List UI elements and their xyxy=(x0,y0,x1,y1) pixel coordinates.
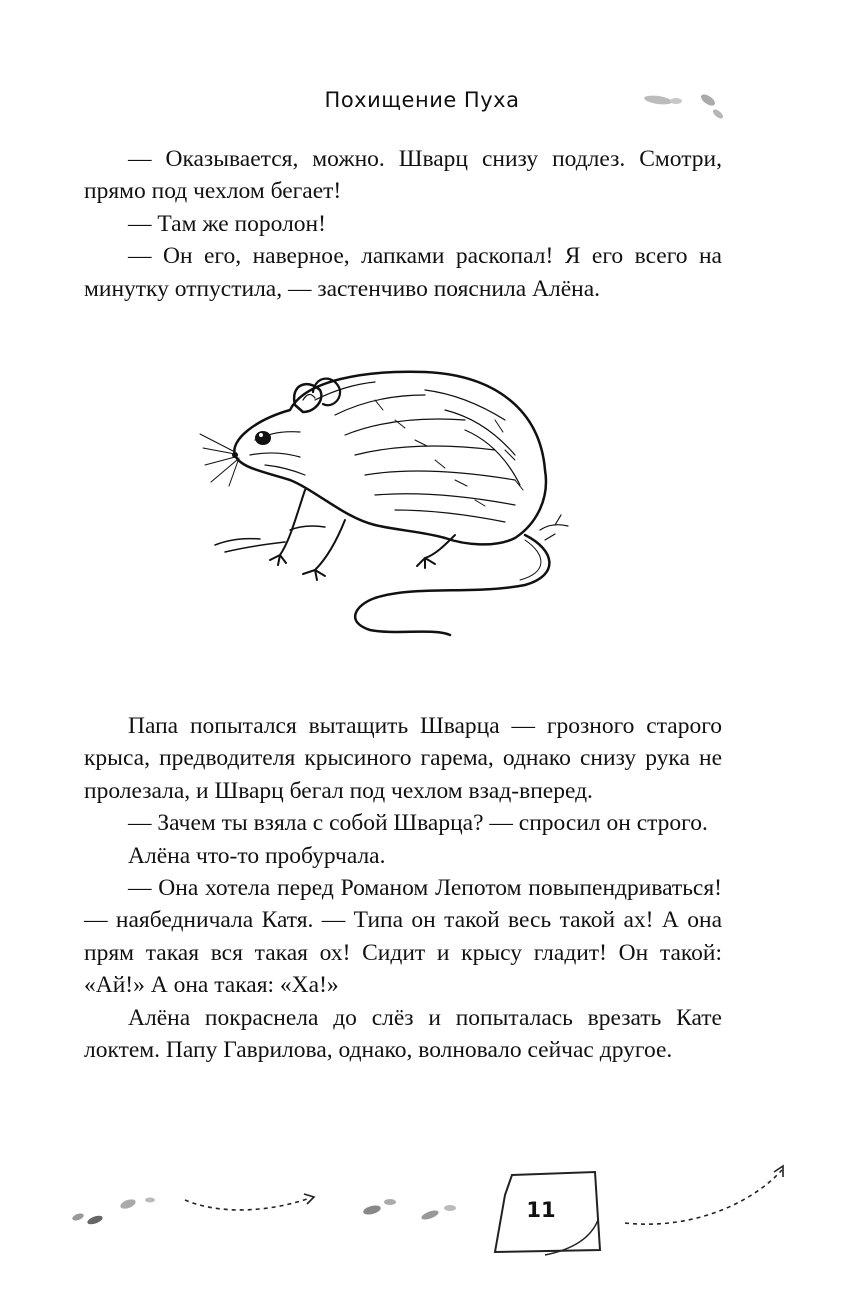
paragraph: Алёна что-то пробурчала. xyxy=(128,842,386,869)
paragraph: — Там же поролон! xyxy=(128,210,326,237)
text-block-top xyxy=(84,143,722,305)
footprints-icon xyxy=(71,1198,456,1227)
rat-illustration xyxy=(195,360,625,645)
running-header: Похищение Пуха xyxy=(324,88,520,112)
paragraph: — Она хотела перед Романом Лепотом повыпендриваться! — наябедничала Катя. — Типа он такой весь такой ах! А она прям такая вся такая ох! Сидит и крысу гладит! Он такой: «Ай!» А она такая: «Ха!» xyxy=(84,875,722,999)
paragraph: Алёна покраснела до слёз и попыталась врезать Кате локтем. Папу Гаврилова, однако, волновало сейчас другое. xyxy=(84,1004,722,1064)
footprints-icon xyxy=(636,88,736,128)
paragraph: — Зачем ты взяла с собой Шварца? — спросил он строго. xyxy=(128,810,708,837)
dashed-arrow-icon xyxy=(185,1198,310,1210)
paragraph: — Оказывается, можно. Шварц снизу подлез. Смотри, прямо под чехлом бегает! xyxy=(84,146,722,205)
page-number: 11 xyxy=(526,1198,556,1222)
footer-decoration xyxy=(0,1160,844,1270)
dashed-arrow-icon xyxy=(625,1170,782,1224)
text-block-bottom xyxy=(84,710,722,1066)
paragraph: — Он его, наверное, лапками раскопал! Я его всего на минутку отпустила, — застенчиво пояснила Алёна. xyxy=(84,243,722,302)
paragraph: Папа попытался вытащить Шварца — грозного старого крыса, предводителя крысиного гарема, однако снизу рука не пролезала, и Шварц бегал под чехлом взад-вперед. xyxy=(84,713,722,804)
